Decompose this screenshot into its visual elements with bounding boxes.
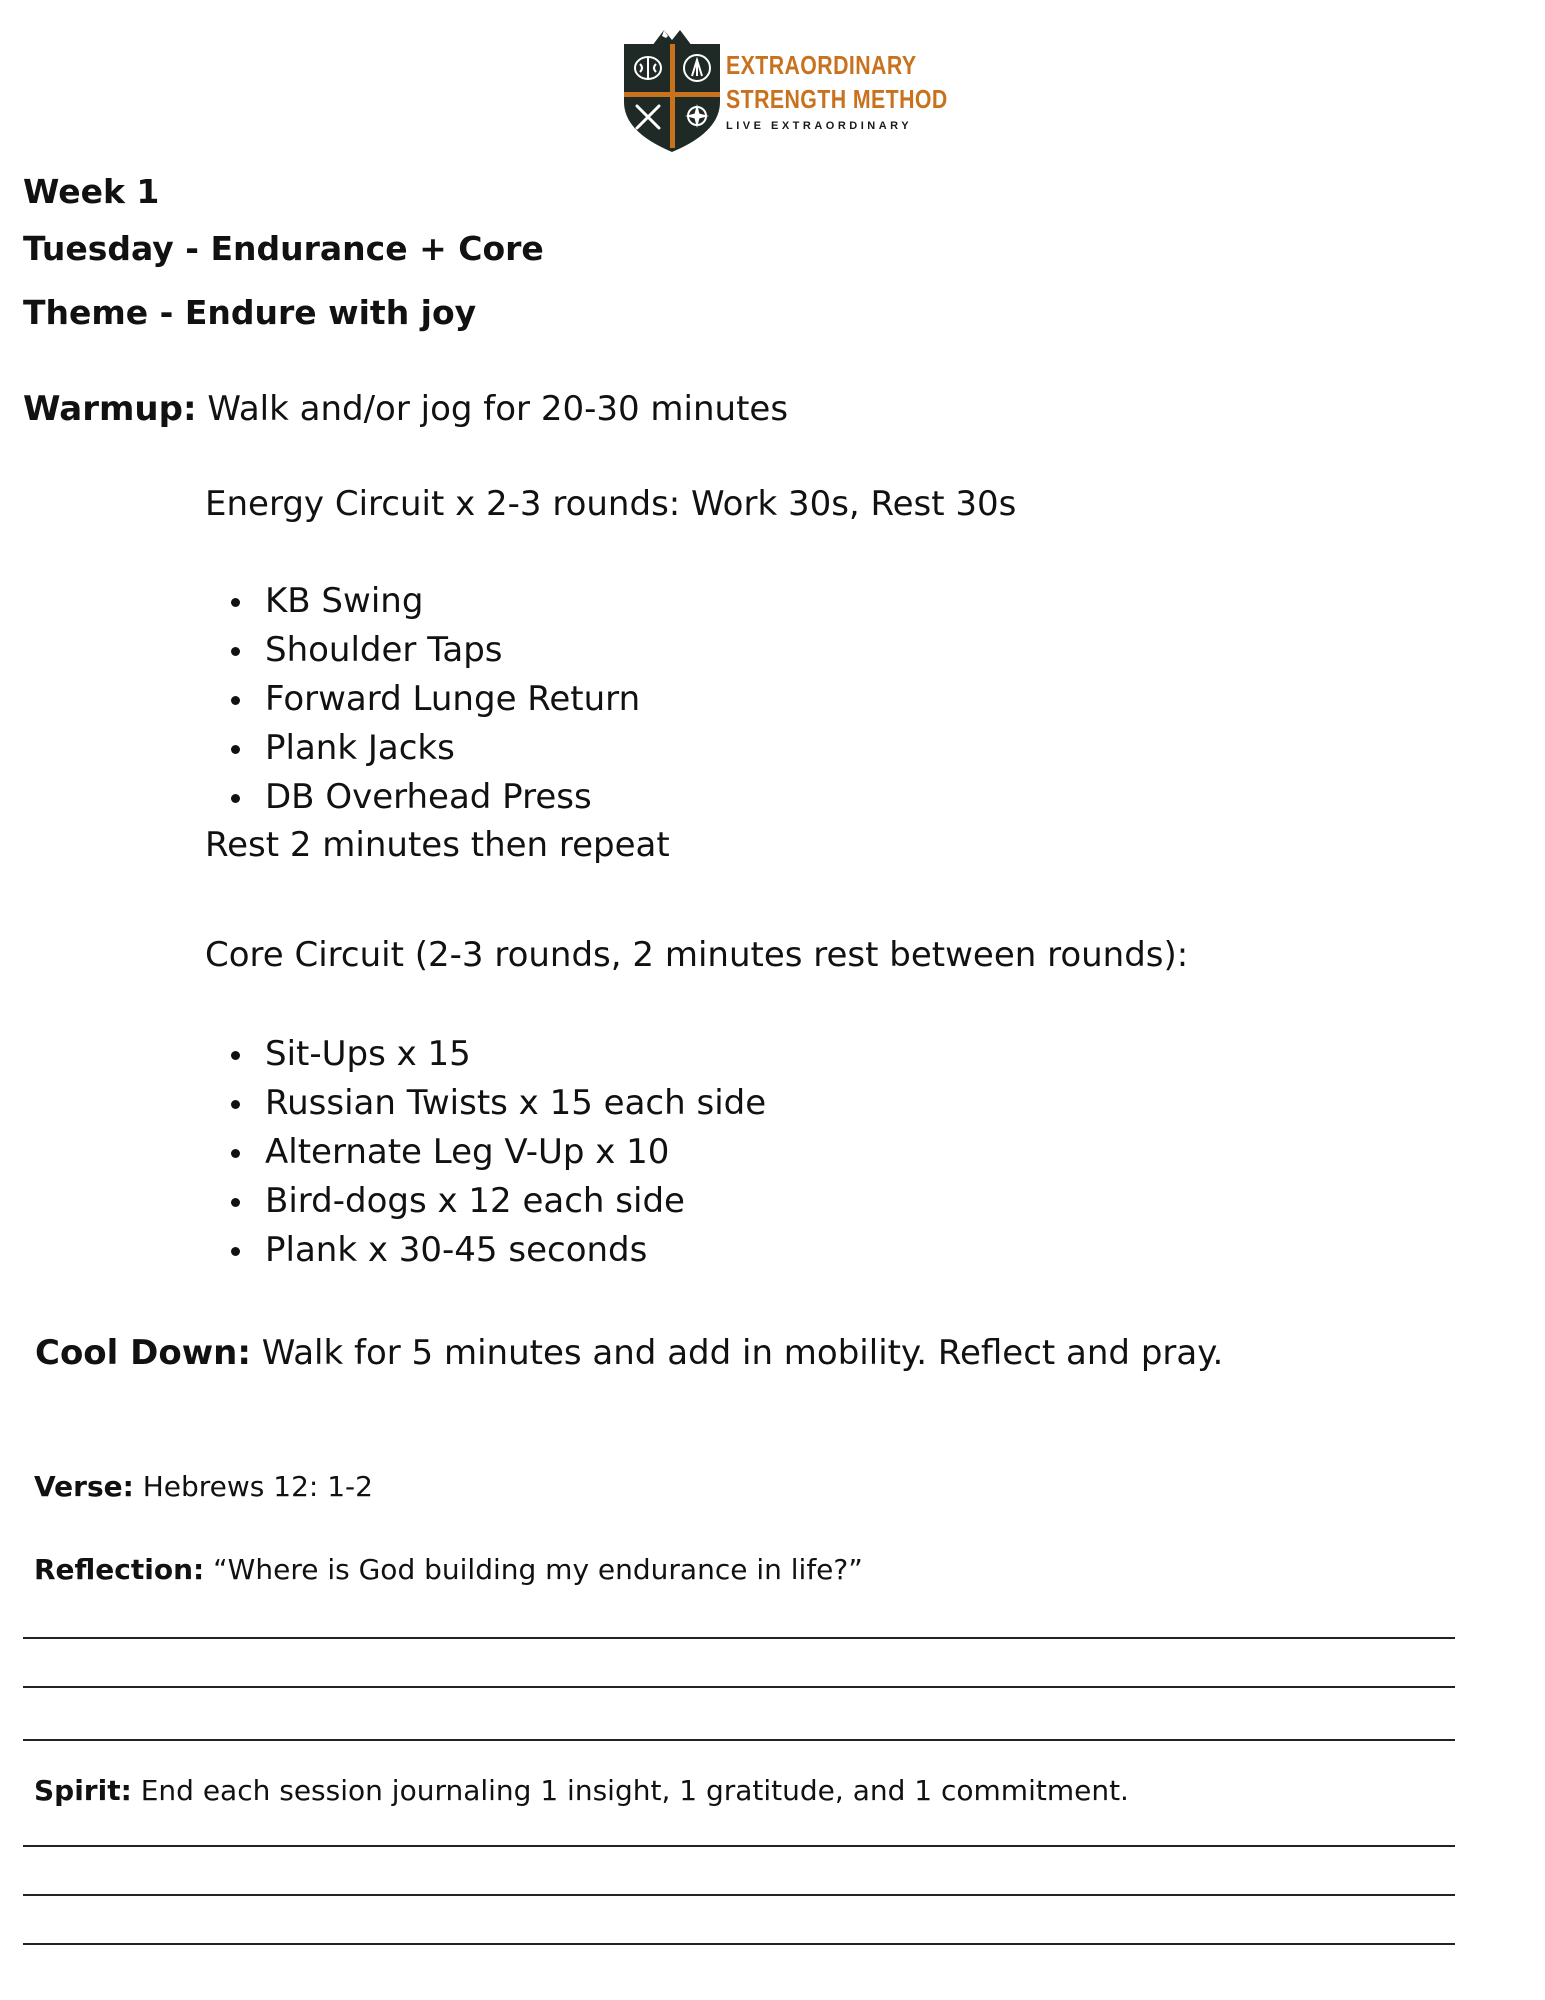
spirit-text: End each session journaling 1 insight, 1 gratitude, and 1 commitment. (140, 1774, 1129, 1807)
warmup-text: Walk and/or jog for 20-30 minutes (207, 389, 789, 429)
writing-line (23, 1686, 1455, 1688)
writing-line (23, 1845, 1455, 1847)
verse-text: Hebrews 12: 1-2 (142, 1470, 373, 1503)
energy-circuit-note: Rest 2 minutes then repeat (205, 825, 670, 865)
spirit-label: Spirit: (34, 1774, 132, 1807)
reflection-text: “Where is God building my endurance in life?” (213, 1553, 863, 1586)
verse-line (34, 1470, 373, 1503)
reflection-line (34, 1553, 863, 1586)
list-item: Russian Twists x 15 each side (205, 1079, 766, 1128)
list-item: Plank Jacks (205, 724, 640, 773)
writing-line (23, 1637, 1455, 1639)
day-heading: Tuesday - Endurance + Core (23, 229, 544, 268)
shield-icon (620, 24, 724, 154)
list-item: Forward Lunge Return (205, 675, 640, 724)
cooldown-text: Walk for 5 minutes and add in mobility. Reflect and pray. (261, 1333, 1224, 1373)
writing-line (23, 1943, 1455, 1945)
spirit-line (34, 1774, 1129, 1807)
list-item: Bird-dogs x 12 each side (205, 1177, 766, 1226)
warmup-line (23, 389, 788, 429)
writing-line (23, 1739, 1455, 1741)
warmup-label: Warmup: (23, 389, 197, 429)
core-circuit-title: Core Circuit (2-3 rounds, 2 minutes rest between rounds): (205, 935, 1189, 975)
brand-tagline: LIVE EXTRAORDINARY (726, 120, 913, 132)
list-item: Sit-Ups x 15 (205, 1030, 766, 1079)
brand-logo (620, 24, 948, 154)
list-item: DB Overhead Press (205, 773, 640, 822)
core-circuit-list (205, 1030, 766, 1275)
list-item: Plank x 30-45 seconds (205, 1226, 766, 1275)
brand-name-line1: EXTRAORDINARY (726, 50, 917, 80)
reflection-label: Reflection: (34, 1553, 205, 1586)
cooldown-line (35, 1333, 1223, 1373)
writing-line (23, 1894, 1455, 1896)
list-item: Alternate Leg V-Up x 10 (205, 1128, 766, 1177)
energy-circuit-list (205, 577, 640, 822)
list-item: KB Swing (205, 577, 640, 626)
energy-circuit-title: Energy Circuit x 2-3 rounds: Work 30s, Rest 30s (205, 484, 1017, 524)
list-item: Shoulder Taps (205, 626, 640, 675)
brand-name-line2: STRENGTH METHOD (726, 84, 948, 114)
cooldown-label: Cool Down: (35, 1333, 251, 1373)
verse-label: Verse: (34, 1470, 134, 1503)
theme-heading: Theme - Endure with joy (23, 293, 477, 332)
week-heading: Week 1 (23, 172, 160, 211)
